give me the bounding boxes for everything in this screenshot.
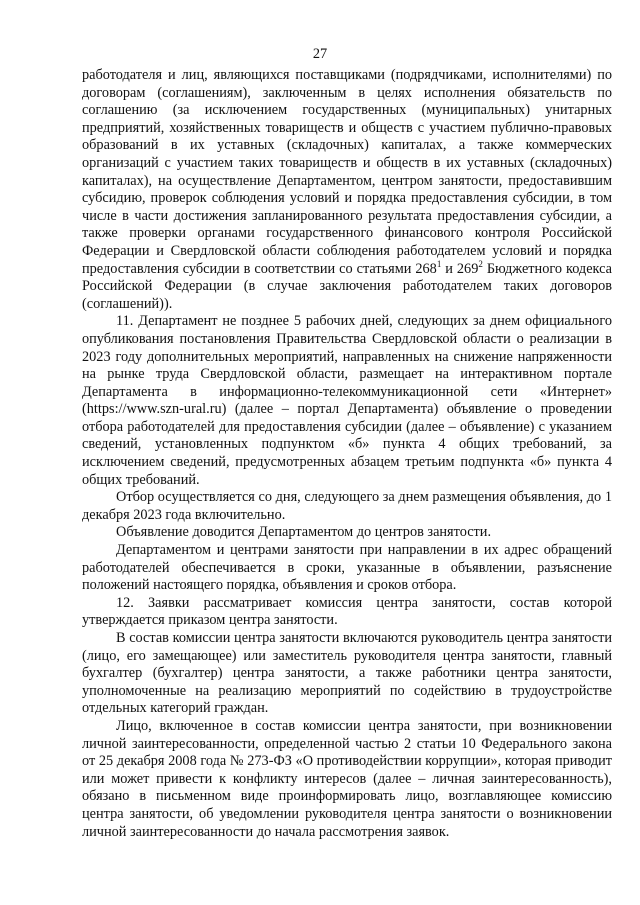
paragraph-12: 12. Заявки рассматривает комиссия центра занятости, состав которой утверждается приказом центра занятости. [82, 594, 612, 629]
paragraph-1-text-b: и 269 [441, 260, 479, 277]
paragraph-1-text-c: Бюджетного кодекса Российской Федерации (в случае заключения работодателем таких договоров (соглашений)). [82, 260, 613, 312]
paragraph-announcement: Объявление доводится Департаментом до центров занятости. [116, 524, 492, 541]
paragraph-selection-period: Отбор осуществляется со дня, следующего за днем размещения объявления, до 1 декабря 2023 года включительно. [82, 489, 612, 523]
paragraph-11: 11. Департамент не позднее 5 рабочих дней, следующих за днем официального опубликования постановления Правительства Свердловской области о реализации в 2023 году дополнительных мероприятий, направленных на снижение напряженности на рынке труда Свердловской области, размещает на интерактивном портале Департамента в информационно-телекоммуникационной сети «Интернет» (https://www.szn-ural.ru) (далее – портал Департамента) объявление о проведении отбора работодателей для предоставления субсидии (далее – объявление) с указанием сведений, установленных подпунктом «б» пункта 4 общих требований, за исключением сведений, предусмотренных абзацем третьим подпункта «б» пункта 4 общих требований. [82, 313, 612, 488]
document-body [82, 67, 612, 841]
paragraph-commission-members: В состав комиссии центра занятости включаются руководитель центра занятости (лицо, его замещающее) или заместитель руководителя центра занятости, главный бухгалтер (бухгалтер) центра занятости, а также работники центра занятости, уполномоченные на реализацию мероприятий по содействию в трудоустройстве отдельных категорий граждан. [82, 630, 612, 717]
paragraph-clarification: Департаментом и центрами занятости при направлении в их адрес обращений работодателей обеспечивается в сроки, указанные в объявлении, разъяснение положений настоящего порядка, объявления и сроков отбора. [82, 542, 612, 594]
superscript-1: 1 [436, 258, 442, 269]
paragraph-1-text-a: работодателя и лиц, являющихся поставщиками (подрядчиками, исполнителями) по договорам (соглашениям), заключенным в целях исполнения обязательств по соглашению (за исключением государственных (муниципальных) унитарных предприятий, хозяйственных товариществ и обществ с участием публично-правовых образований в их уставных (складочных) капиталах, а также коммерческих организаций с участием таких товариществ и обществ в их уставных (складочных) капиталах), на осуществление Департаментом, центром занятости, предоставившим субсидию, проверок соблюдения условий и порядка предоставления субсидии, в том числе в части достижения запланированного результата предоставления субсидии, а также проверки органами государственного финансового контроля Российской Федерации и Свердловской области соблюдения работодателем условий и порядка предоставления субсидии в соответствии со статьями 268 [82, 67, 612, 277]
page-number: 27 [312, 46, 328, 62]
paragraph-conflict-of-interest: Лицо, включенное в состав комиссии центра занятости, при возникновении личной заинтересованности, определенной частью 2 статьи 10 Федерального закона от 25 декабря 2008 года № 273-ФЗ «О противодействии коррупции», которая приводит или может привести к конфликту интересов (далее – личная заинтересованность), обязано в письменном виде проинформировать лицо, возглавляющее комиссию центра занятости, об уведомлении руководителя центра занятости о возникновении личной заинтересованности до начала рассмотрения заявок. [82, 717, 612, 840]
paragraph-1 [82, 67, 612, 313]
superscript-2: 2 [478, 258, 483, 269]
